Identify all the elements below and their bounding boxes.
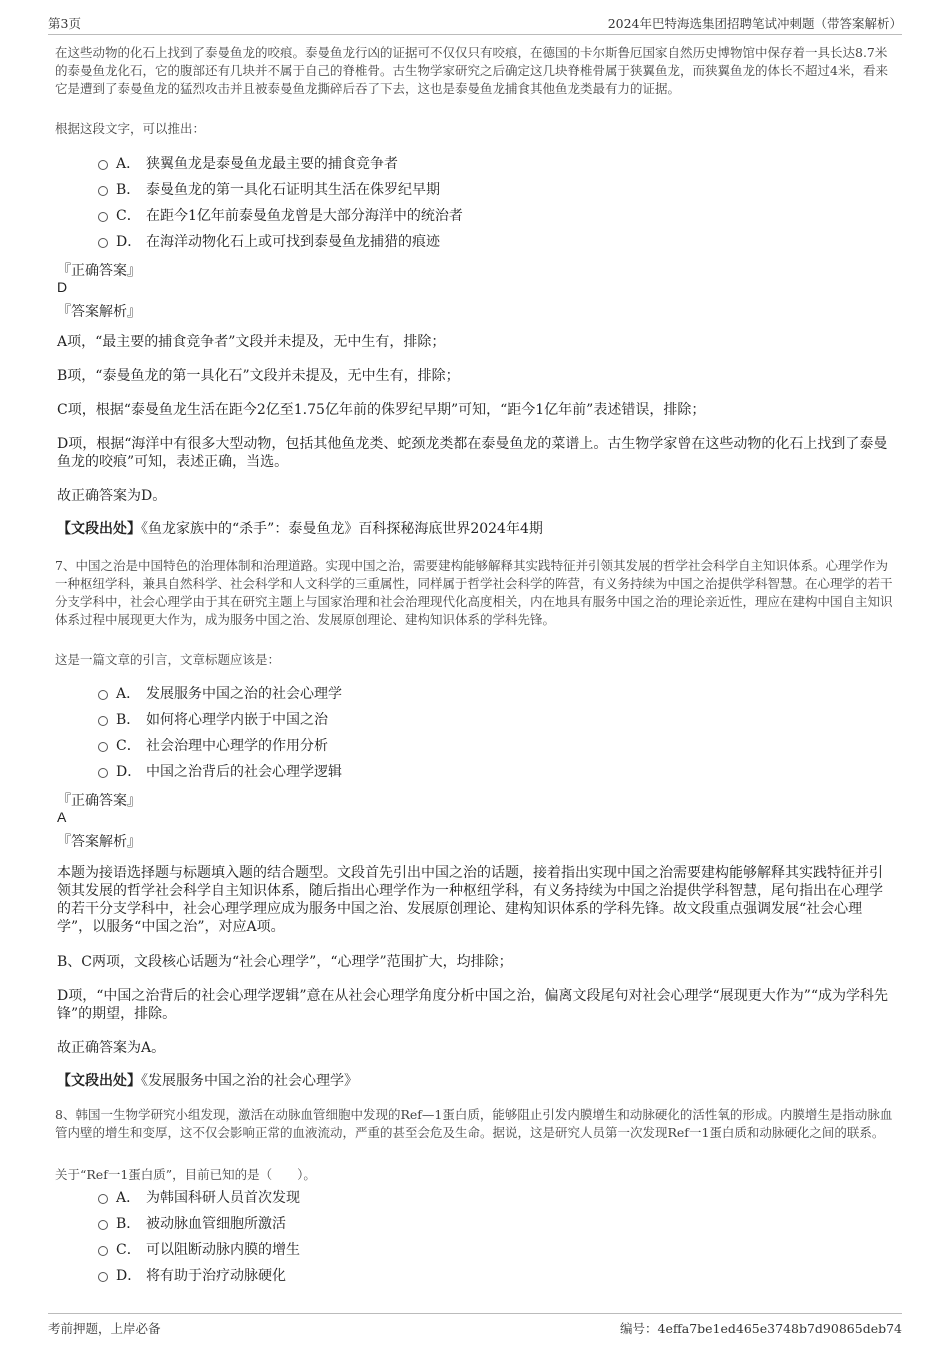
q7-options [98,680,878,784]
q6-option-b[interactable]: B． 泰曼鱼龙的第一具化石证明其生活在侏罗纪早期 [98,176,878,202]
q6-analysis-d: D项，根据“海洋中有很多大型动物，包括其他鱼龙类、蛇颈龙类都在泰曼鱼龙的菜谱上。古生物学家曾在这些动物的化石上找到了泰曼鱼龙的咬痕”可知，表述正确，当选。 [57,436,888,470]
q7-question: 这是一篇文章的引言，文章标题应该是： [55,652,281,667]
q6-question: 根据这段文字，可以推出： [55,121,206,136]
radio-icon[interactable] [98,1194,108,1204]
page-number: 第3页 [48,16,81,31]
radio-icon[interactable] [98,1272,108,1282]
q7-conclusion: 故正确答案为A。 [57,1040,166,1056]
q6-analysis-b: B项，“泰曼鱼龙的第一具化石”文段并未提及，无中生有，排除； [57,368,460,384]
q6-option-d[interactable]: D． 在海洋动物化石上或可找到泰曼鱼龙捕猎的痕迹 [98,228,878,254]
radio-icon[interactable] [98,1220,108,1230]
q8-options [98,1184,878,1288]
q7-passage: 7、中国之治是中国特色的治理体制和治理道路。实现中国之治，需要建构能够解释其实践特征并引领其发展的哲学社会科学自主知识体系。心理学作为一种枢纽学科，兼具自然科学、社会科学和人文科学的三重属性，同样属于哲学社会科学的阵营，有义务持续为中国之治提供学科智慧。在心理学的若干分支学科中，社会心理学由于其在研究主题上与国家治理和社会治理现代化高度相关，内在地具有服务中国之治的理论亲近性，理应在建构中国自主知识体系过程中展现更大作为，成为服务中国之治、发展原创理论、建构知识体系的学科先锋。 [55,558,893,627]
q6-options [98,150,878,254]
q8-option-b[interactable]: B． 被动脉血管细胞所激活 [98,1210,878,1236]
q6-option-a[interactable]: A． 狭翼鱼龙是泰曼鱼龙最主要的捕食竞争者 [98,150,878,176]
radio-icon[interactable] [98,1246,108,1256]
q8-passage: 8、韩国一生物学研究小组发现，激活在动脉血管细胞中发现的Ref—1蛋白质，能够阻止引发内膜增生和动脉硬化的活性氧的形成。内膜增生是指动脉血管内壁的增生和变厚，这不仅会影响正常的血液流动，严重的甚至会危及生命。据说，这是研究人员第一次发现Ref一1蛋白质和动脉硬化之间的联系。 [55,1107,893,1140]
q8-question: 关于“Ref一1蛋白质”，目前已知的是（ ）。 [55,1167,316,1182]
radio-icon[interactable] [98,742,108,752]
q6-conclusion: 故正确答案为D。 [57,488,167,504]
page-header [48,14,902,35]
q7-option-d[interactable]: D． 中国之治背后的社会心理学逻辑 [98,758,878,784]
q7-analysis-d: D项，“中国之治背后的社会心理学逻辑”意在从社会心理学角度分析中国之治，偏离文段尾句对社会心理学“展现更大作为”“成为学科先锋”的期望，排除。 [57,988,889,1022]
page-footer [48,1313,902,1342]
q6-analysis-c: C项，根据“泰曼鱼龙生活在距今2亿至1.75亿年前的侏罗纪早期”可知，“距今1亿年前”表述错误，排除； [57,402,706,418]
q6-source: 【文段出处】《鱼龙家族中的“杀手”：泰曼鱼龙》百科探秘海底世界2024年4期 [57,521,543,537]
q6-analysis-a: A项，“最主要的捕食竞争者”文段并未提及，无中生有，排除； [57,334,446,350]
radio-icon[interactable] [98,690,108,700]
q7-analysis-bc: B、C两项，文段核心话题为“社会心理学”，“心理学”范围扩大，均排除； [57,954,513,970]
q7-answer-label: 『正确答案』 [57,793,141,809]
radio-icon[interactable] [98,212,108,222]
q6-passage: 在这些动物的化石上找到了泰曼鱼龙的咬痕。泰曼鱼龙行凶的证据可不仅仅只有咬痕，在德国的卡尔斯鲁厄国家自然历史博物馆中保存着一具长达8.7米的泰曼鱼龙化石，它的腹部还有几块并不属于自己的脊椎骨。古生物学家研究之后确定这几块脊椎骨属于狭翼鱼龙，而狭翼鱼龙的体长不超过4米，看来它是遭到了泰曼鱼龙的猛烈攻击并且被泰曼鱼龙撕碎后吞了下去，这也是泰曼鱼龙捕食其他鱼龙类最有力的证据。 [55,45,888,96]
radio-icon[interactable] [98,768,108,778]
q7-analysis-main: 本题为接语选择题与标题填入题的结合题型。文段首先引出中国之治的话题，接着指出实现中国之治需要建构能够解释其实践特征并引领其发展的哲学社会科学自主知识体系，随后指出心理学作为一种枢纽学科，有义务持续为中国之治提供学科智慧，尾句指出在心理学的若干分支学科中，社会心理学理应成为服务中国之治、发展原创理论、建构知识体系的学科先锋。故文段重点强调发展“社会心理学”，以服务“中国之治”，对应A项。 [57,865,883,935]
radio-icon[interactable] [98,160,108,170]
q6-analysis-label: 『答案解析』 [57,304,141,320]
q8-option-a[interactable]: A． 为韩国科研人员首次发现 [98,1184,878,1210]
q6-answer-label: 『正确答案』 [57,263,141,279]
radio-icon[interactable] [98,238,108,248]
q6-answer: D [57,279,68,295]
q7-option-b[interactable]: B． 如何将心理学内嵌于中国之治 [98,706,878,732]
footer-slogan: 考前押题，上岸必备 [48,1321,161,1336]
radio-icon[interactable] [98,716,108,726]
q7-option-a[interactable]: A． 发展服务中国之治的社会心理学 [98,680,878,706]
q7-analysis-label: 『答案解析』 [57,834,141,850]
radio-icon[interactable] [98,186,108,196]
q6-option-c[interactable]: C． 在距今1亿年前泰曼鱼龙曾是大部分海洋中的统治者 [98,202,878,228]
q8-option-c[interactable]: C． 可以阻断动脉内膜的增生 [98,1236,878,1262]
document-title: 2024年巴特海选集团招聘笔试冲刺题（带答案解析） [607,16,902,31]
q7-answer: A [57,809,67,825]
document-id: 编号：4effa7be1ed465e3748b7d90865deb74 [620,1321,902,1336]
q8-option-d[interactable]: D． 将有助于治疗动脉硬化 [98,1262,878,1288]
q7-source: 【文段出处】《发展服务中国之治的社会心理学》 [57,1073,358,1089]
q7-option-c[interactable]: C． 社会治理中心理学的作用分析 [98,732,878,758]
